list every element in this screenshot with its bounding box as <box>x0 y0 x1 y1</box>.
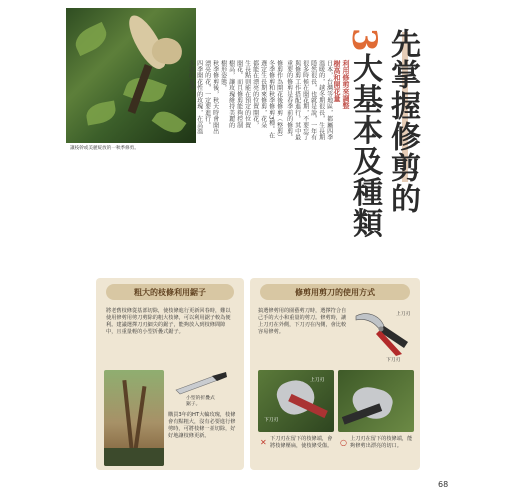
saw-panel <box>96 278 244 470</box>
upper-blade-label-2: 上刀刃 <box>310 378 325 383</box>
body-text-col: 樹高，讓玫瑰維持美麗的 <box>227 60 235 129</box>
body-text-col: 重要的修剪是春季前的修剪。 <box>285 60 293 141</box>
body-text-col: 很多時候在開花期，不要忘了 <box>301 60 309 141</box>
body-text-col: 修剪作為開花後修剪（整剪） <box>275 60 283 141</box>
photo-caption: 讓枝幹或美麗綻放的一秋季修剪。 <box>70 146 139 151</box>
rose-bush-photo <box>104 370 164 466</box>
body-text-col: 多濕的夏季。 <box>187 60 195 98</box>
lower-blade-label: 下刀刃 <box>386 358 401 363</box>
right-cut-photo <box>338 370 414 432</box>
right-caption: 上刀刃在留下的枝條端，能夠修剪出漂亮的切口。 <box>350 436 413 449</box>
subhead-1: 利用修剪來調整 <box>342 60 350 109</box>
page-number: 68 <box>438 480 449 489</box>
body-text-col: 生長點則能在預定的位置 <box>243 60 251 129</box>
folding-saw-image <box>174 370 228 396</box>
lower-blade-label-2: 下刀刃 <box>264 418 279 423</box>
body-text-col: 隱然很長，也就是說，一年有 <box>309 60 317 141</box>
saw-panel-bottom-text: 購買3年的HT大輪玫瑰，枝條會有點粗大，沒有必要進行修剪時，可將枝條一並切除，好好地讓枝條更新。 <box>168 412 236 439</box>
rose-pruning-photo <box>66 8 196 143</box>
shears-panel-heading: 修剪用剪刀的使用方式 <box>260 284 410 300</box>
body-text-col: 都能在漂亮的位置開花， <box>251 60 259 129</box>
body-text-col: 開花。而且修剪能夠控制 <box>235 60 243 129</box>
wrong-mark-icon: ✕ <box>260 438 267 447</box>
body-text-col: 樹形姿態。 <box>219 60 227 91</box>
upper-blade-label: 上刀刃 <box>396 312 411 317</box>
body-text-col: 漂亮的花，一定要進行。 <box>203 60 211 129</box>
page-title: 先掌握修剪的 3大基本及種類 <box>344 28 420 239</box>
body-text-col: 溫暖的，越冬期很長，生長期 <box>317 60 325 141</box>
right-mark-icon: ○ <box>340 438 347 447</box>
body-text-col: 選定生長期來修剪，花朵 <box>259 60 267 129</box>
body-text-col: 與修剪工作搭配進行。其中最 <box>293 60 301 141</box>
body-text-col: 秋季修剪後，秋天時會開出 <box>211 60 219 135</box>
shears-panel <box>250 278 420 470</box>
subhead-2: 樹高和開花量 <box>333 60 341 102</box>
saw-label-2: 鋸子。 <box>186 402 201 407</box>
saw-panel-heading: 粗大的枝條利用鋸子 <box>106 284 234 300</box>
body-text-col: 冬季修剪和秋季修剪3種。在 <box>267 60 275 139</box>
saw-label-1: 小型的折疊式 <box>186 396 215 401</box>
body-text-col: 日本，台灣等地區，都屬四季 <box>325 60 333 141</box>
body-text-col: 四季開花性的玫瑰，在高溫 <box>195 60 203 135</box>
shears-panel-text: 搞選修剪用的園藝剪刀時，選擇符合自己手的大小和重量的剪刀。修剪時，讓上刀刃在外側，下刀刃在內側，會比較容易修剪。 <box>258 308 347 335</box>
wrong-caption: 下刀刃在留下的枝條端，會將枝條壓扁，使枝條受傷。 <box>270 436 333 449</box>
saw-panel-text: 將老舊枝條從基部切除，使枝條進行更新回春時，難以使用修剪用剪刀剪除的粗大枝條，可以利用鋸子較為便利。建議選擇刀刃細尖的鋸子，能夠放入到枝條間隙中，且重量輕的小型折疊式鋸子。 <box>106 308 231 335</box>
